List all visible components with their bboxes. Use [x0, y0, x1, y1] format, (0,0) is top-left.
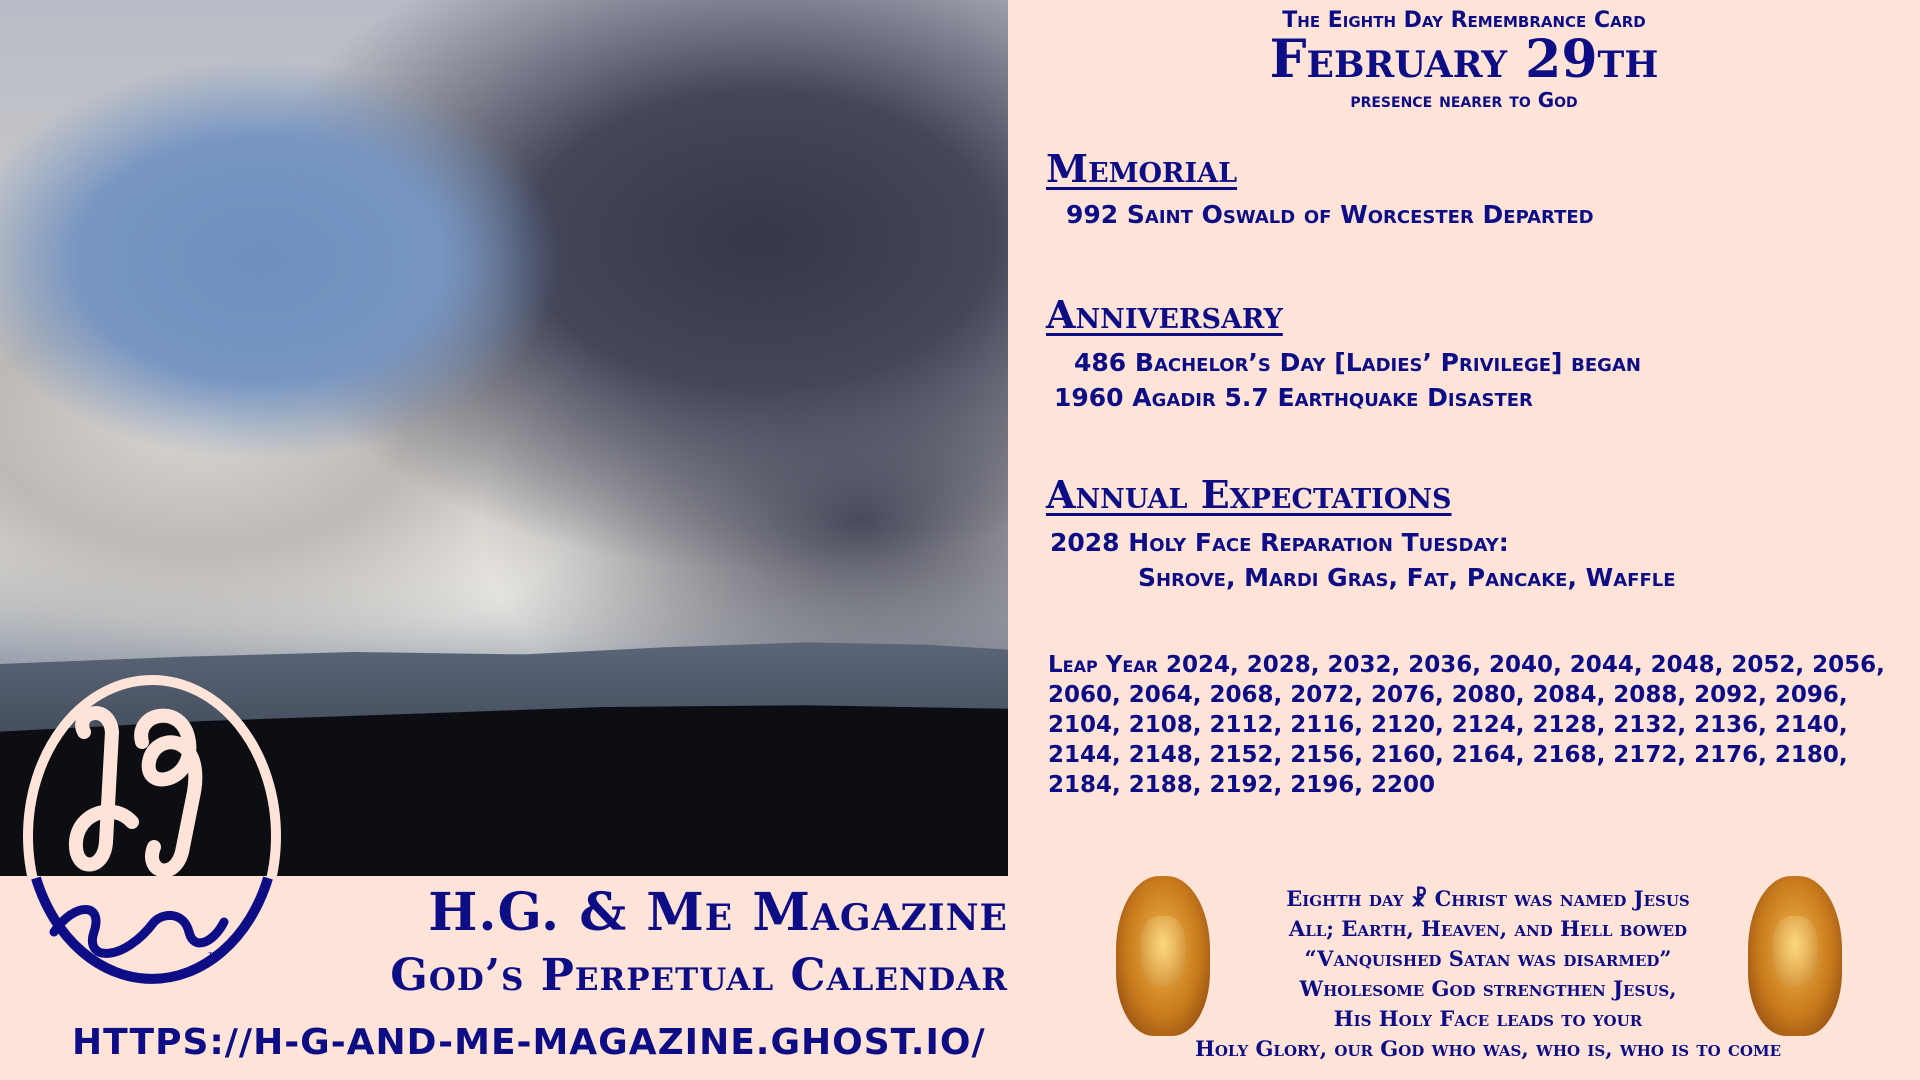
anniversary-heading: Anniversary	[1046, 292, 1283, 337]
memorial-heading: Memorial	[1046, 146, 1238, 191]
annual-expectations-heading: Annual Expectations	[1046, 472, 1452, 517]
anniversary-item: 486 Bachelor’s Day [Ladies’ Privilege] began	[1074, 348, 1641, 377]
calendar-title: God’s Perpetual Calendar	[390, 950, 1008, 1001]
memorial-item: 992 Saint Oswald of Worcester Departed	[1066, 200, 1594, 229]
card-date-title: February 29th	[1269, 29, 1659, 90]
expectation-item: Shrove, Mardi Gras, Fat, Pancake, Waffle	[1138, 563, 1676, 592]
verse-line: Eighth day ☧ Christ was named Jesus	[1286, 886, 1690, 911]
svg-text:™: ™	[206, 949, 222, 968]
verse-block	[1108, 884, 1868, 1064]
chi-rho-icon: ☧	[1410, 886, 1428, 911]
verse-line: His Holy Face leads to your	[1333, 1006, 1643, 1031]
expectation-item: 2028 Holy Face Reparation Tuesday:	[1050, 528, 1509, 557]
leap-year-list	[1048, 650, 1908, 800]
card-content	[1008, 0, 1920, 1080]
hg-and-me-logo-icon	[14, 672, 290, 1010]
verse-line: Wholesome God strengthen Jesus,	[1299, 976, 1677, 1001]
magazine-url-link[interactable]: HTTPS://H-G-AND-ME-MAGAZINE.GHOST.IO/	[72, 1022, 986, 1063]
verse-line: All; Earth, Heaven, and Hell bowed	[1288, 916, 1688, 941]
magazine-title: H.G. & Me Magazine	[428, 882, 1008, 943]
anniversary-item: 1960 Agadir 5.7 Earthquake Disaster	[1054, 383, 1533, 412]
verse-line: “Vanquished Satan was disarmed”	[1304, 946, 1672, 971]
verse-line: Holy Glory, our God who was, who is, who is to come	[1194, 1036, 1782, 1061]
card-kicker: The Eighth Day Remembrance Card	[1282, 8, 1646, 33]
card-subtitle: presence nearer to God	[1350, 88, 1578, 112]
leap-year-label: Leap Year	[1048, 652, 1158, 678]
leap-year-values: 2024, 2028, 2032, 2036, 2040, 2044, 2048, 2052, 2056, 2060, 2064, 2068, 2072, 2076, 2080, 2084, 2088, 2092, 2096, 2104, 2108, 2112, 2116, 2120, 2124, 2128, 2132, 2136, 2140, 2144, 2148, 2152, 2156, 2160, 2164, 2168, 2172, 2176, 2180, 2184, 2188, 2192, 2196, 2200	[1048, 652, 1885, 798]
